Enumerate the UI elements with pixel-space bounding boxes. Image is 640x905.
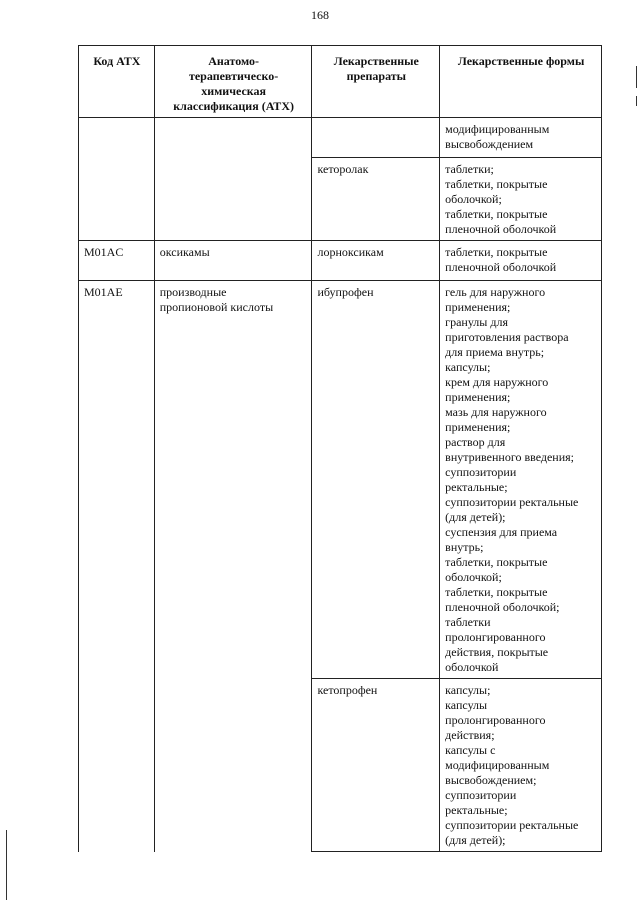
form-line: таблетки, покрытые	[445, 177, 548, 191]
cell-code	[79, 118, 155, 241]
form-line: капсулы;	[445, 360, 491, 374]
form-line: пролонгированного	[445, 713, 546, 727]
form-line: оболочкой;	[445, 570, 502, 584]
header-drugs-line: Лекарственные	[333, 54, 419, 68]
header-drugs	[312, 46, 440, 118]
form-line: применения;	[445, 420, 511, 434]
form-line: приготовления раствора	[445, 330, 569, 344]
cell-classification	[154, 281, 312, 852]
form-line: действия;	[445, 728, 495, 742]
form-line: гранулы для	[445, 315, 508, 329]
cell-forms	[440, 241, 602, 281]
scan-mark	[6, 830, 7, 900]
cell-drug	[312, 118, 440, 158]
cell-code: M01AC	[79, 241, 155, 281]
form-line: капсулы;	[445, 683, 491, 697]
form-line: суспензия для приема	[445, 525, 558, 539]
form-line: высвобождением	[445, 137, 534, 151]
atc-table	[78, 45, 602, 852]
classification-line: пропионовой кислоты	[159, 300, 274, 314]
form-line: ректальные;	[445, 803, 508, 817]
cell-drug: лорноксикам	[312, 241, 440, 281]
header-forms: Лекарственные формы	[440, 46, 602, 118]
page-number: 168	[311, 8, 329, 22]
form-line: действия, покрытые	[445, 645, 549, 659]
header-classification-line: Анатомо-	[208, 54, 259, 68]
form-line: применения;	[445, 390, 511, 404]
header-classification	[154, 46, 312, 118]
table-row	[79, 118, 602, 158]
form-line: модифицированным	[445, 758, 550, 772]
classification-line: оксикамы	[159, 245, 210, 259]
header-classification-line: классификация (АТХ)	[173, 99, 294, 113]
cell-drug: кетопрофен	[312, 679, 440, 852]
cell-forms	[440, 118, 602, 158]
scan-mark	[636, 66, 637, 88]
form-line: раствор для	[445, 435, 506, 449]
form-line: суппозитории	[445, 788, 517, 802]
table-header-row	[79, 46, 602, 118]
form-line: для приема внутрь;	[445, 345, 545, 359]
form-line: таблетки, покрытые	[445, 555, 548, 569]
form-line: капсулы	[445, 698, 488, 712]
header-classification-line: терапевтическо-	[188, 69, 279, 83]
form-line: высвобождением;	[445, 773, 537, 787]
classification-line: производные	[159, 285, 227, 299]
form-line: крем для наружного	[445, 375, 549, 389]
form-line: таблетки	[445, 615, 491, 629]
form-line: внутрь;	[445, 540, 484, 554]
form-line: таблетки, покрытые	[445, 245, 548, 259]
form-line: (для детей);	[445, 833, 506, 847]
form-line: гель для наружного	[445, 285, 546, 299]
cell-forms	[440, 158, 602, 241]
form-line: пролонгированного	[445, 630, 546, 644]
form-line: суппозитории ректальные	[445, 495, 579, 509]
scan-mark	[636, 96, 637, 106]
form-line: пленочной оболочкой	[445, 222, 557, 236]
form-line: суппозитории	[445, 465, 517, 479]
table-row	[79, 241, 602, 281]
form-line: модифицированным	[445, 122, 550, 136]
cell-classification	[154, 118, 312, 241]
form-line: таблетки, покрытые	[445, 585, 548, 599]
cell-code: M01AE	[79, 281, 155, 852]
form-line: оболочкой	[445, 660, 499, 674]
header-code: Код АТХ	[79, 46, 155, 118]
cell-forms	[440, 281, 602, 679]
cell-drug: ибупрофен	[312, 281, 440, 679]
form-line: таблетки, покрытые	[445, 207, 548, 221]
form-line: капсулы с	[445, 743, 496, 757]
form-line: применения;	[445, 300, 511, 314]
table-row	[79, 281, 602, 679]
cell-classification	[154, 241, 312, 281]
form-line: пленочной оболочкой	[445, 260, 557, 274]
form-line: (для детей);	[445, 510, 506, 524]
form-line: пленочной оболочкой;	[445, 600, 560, 614]
form-line: суппозитории ректальные	[445, 818, 579, 832]
form-line: таблетки;	[445, 162, 494, 176]
form-line: внутривенного введения;	[445, 450, 575, 464]
cell-drug: кеторолак	[312, 158, 440, 241]
cell-forms	[440, 679, 602, 852]
header-classification-line: химическая	[201, 84, 266, 98]
header-drugs-line: препараты	[346, 69, 407, 83]
form-line: ректальные;	[445, 480, 508, 494]
form-line: мазь для наружного	[445, 405, 547, 419]
form-line: оболочкой;	[445, 192, 502, 206]
